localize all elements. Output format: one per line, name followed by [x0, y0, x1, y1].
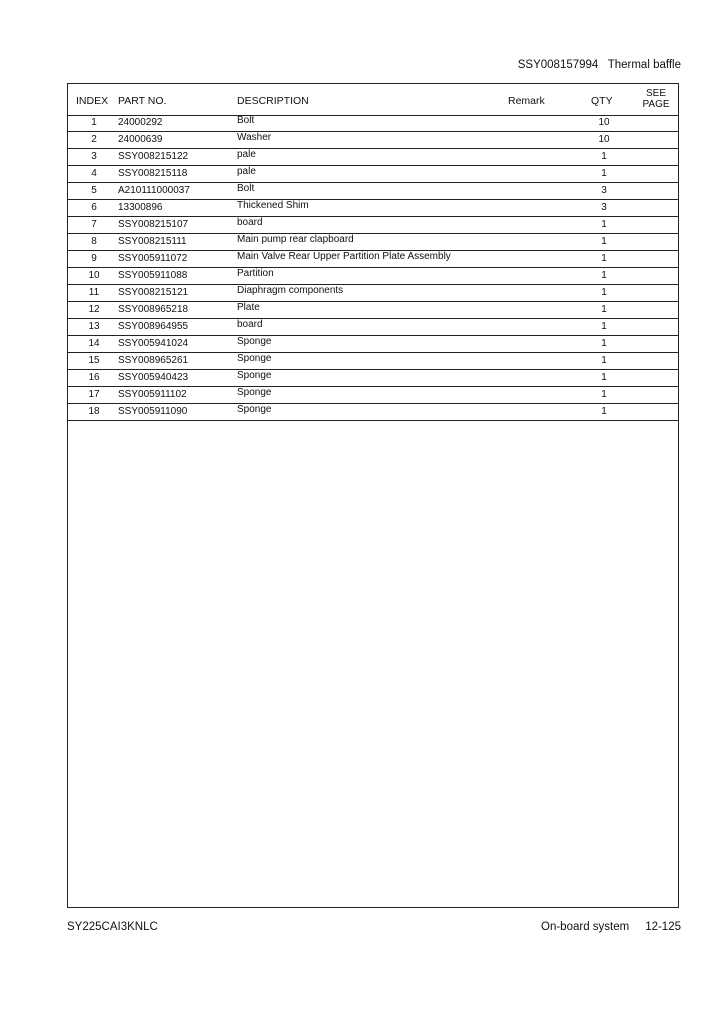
cell-part-no: SSY005911072	[118, 253, 188, 264]
cell-index: 10	[88, 270, 100, 281]
cell-index: 8	[91, 236, 97, 247]
table-row	[68, 336, 678, 353]
column-header-remark: Remark	[508, 95, 545, 107]
cell-index: 16	[88, 372, 100, 383]
cell-part-no: SSY008215111	[118, 236, 187, 247]
cell-part-no: SSY005911088	[118, 270, 188, 281]
table-row	[68, 404, 678, 421]
cell-description: board	[237, 217, 263, 228]
cell-qty: 10	[598, 134, 610, 145]
cell-description: Plate	[237, 302, 260, 313]
cell-description: Thickened Shim	[237, 200, 309, 211]
cell-description: Main pump rear clapboard	[237, 234, 354, 245]
cell-part-no: SSY008215118	[118, 168, 188, 179]
cell-index: 5	[91, 185, 97, 196]
cell-description: Sponge	[237, 387, 272, 398]
cell-description: Bolt	[237, 115, 255, 126]
cell-part-no: SSY008965261	[118, 355, 189, 366]
cell-description: Washer	[237, 132, 272, 143]
table-row	[68, 149, 678, 166]
cell-part-no: SSY008215107	[118, 219, 189, 230]
cell-part-no: 13300896	[118, 202, 163, 213]
cell-qty: 3	[601, 202, 607, 213]
cell-index: 15	[88, 355, 100, 366]
table-row	[68, 319, 678, 336]
column-header-qty: QTY	[591, 95, 613, 107]
cell-description: Main Valve Rear Upper Partition Plate Assembly	[237, 251, 451, 262]
table-row	[68, 251, 678, 268]
cell-part-no: SSY008215122	[118, 151, 189, 162]
cell-index: 3	[91, 151, 97, 162]
cell-part-no: 24000292	[118, 117, 163, 128]
column-header-see-label: SEE	[645, 88, 666, 99]
cell-description: pale	[237, 166, 256, 177]
cell-part-no: A210111000037	[118, 185, 190, 196]
cell-part-no: SSY005911090	[118, 406, 188, 417]
footer-section-page: On-board system 12-125	[541, 921, 681, 933]
table-header	[68, 84, 678, 116]
table-row	[68, 132, 678, 149]
table-row	[68, 217, 678, 234]
cell-qty: 3	[601, 185, 607, 196]
cell-description: board	[237, 319, 263, 330]
table-row	[68, 234, 678, 251]
column-header-description: DESCRIPTION	[237, 95, 309, 107]
cell-qty: 1	[601, 304, 607, 315]
table-row	[68, 387, 678, 404]
cell-description: Bolt	[237, 183, 255, 194]
page-header-title: SSY008157994 Thermal baffle	[517, 59, 681, 71]
cell-description: Sponge	[237, 370, 272, 381]
footer-model: SY225CAI3KNLC	[67, 921, 158, 933]
table-row	[68, 200, 678, 217]
column-header-index: INDEX	[76, 95, 109, 107]
cell-index: 17	[88, 389, 100, 400]
cell-part-no: SSY005940423	[118, 372, 189, 383]
table-row	[68, 166, 678, 183]
table-row	[68, 353, 678, 370]
cell-qty: 1	[601, 372, 607, 383]
parts-table	[67, 83, 679, 908]
cell-index: 9	[91, 253, 97, 264]
cell-qty: 1	[601, 389, 607, 400]
table-row	[68, 370, 678, 387]
cell-part-no: SSY008965218	[118, 304, 189, 315]
cell-index: 14	[88, 338, 100, 349]
table-row	[68, 183, 678, 200]
cell-index: 7	[91, 219, 97, 230]
cell-description: Sponge	[237, 353, 272, 364]
cell-description: pale	[237, 149, 256, 160]
table-row	[68, 302, 678, 319]
cell-qty: 1	[601, 338, 607, 349]
table-body	[68, 115, 678, 421]
cell-index: 4	[91, 168, 97, 179]
cell-index: 11	[88, 287, 100, 298]
cell-qty: 1	[601, 151, 607, 162]
cell-description: Sponge	[237, 404, 272, 415]
cell-part-no: SSY008215121	[118, 287, 189, 298]
column-header-see-page	[638, 88, 674, 110]
cell-qty: 1	[601, 321, 607, 332]
cell-qty: 10	[598, 117, 610, 128]
cell-part-no: SSY008964955	[118, 321, 189, 332]
cell-index: 12	[88, 304, 100, 315]
cell-qty: 1	[601, 219, 607, 230]
column-header-part-no: PART NO.	[118, 95, 167, 107]
table-row	[68, 115, 678, 132]
cell-index: 1	[91, 117, 97, 128]
cell-qty: 1	[601, 355, 607, 366]
cell-description: Diaphragm components	[237, 285, 344, 296]
cell-index: 6	[91, 202, 97, 213]
cell-qty: 1	[601, 287, 607, 298]
cell-index: 18	[88, 406, 100, 417]
cell-part-no: 24000639	[118, 134, 163, 145]
cell-part-no: SSY005941024	[118, 338, 189, 349]
cell-qty: 1	[601, 270, 607, 281]
cell-qty: 1	[601, 253, 607, 264]
table-row	[68, 268, 678, 285]
cell-qty: 1	[601, 406, 607, 417]
column-header-page-label: PAGE	[642, 99, 670, 110]
cell-index: 13	[88, 321, 100, 332]
table-row	[68, 285, 678, 302]
cell-part-no: SSY005911102	[118, 389, 187, 400]
cell-description: Partition	[237, 268, 274, 279]
cell-description: Sponge	[237, 336, 272, 347]
cell-index: 2	[91, 134, 97, 145]
cell-qty: 1	[601, 236, 607, 247]
cell-qty: 1	[601, 168, 607, 179]
